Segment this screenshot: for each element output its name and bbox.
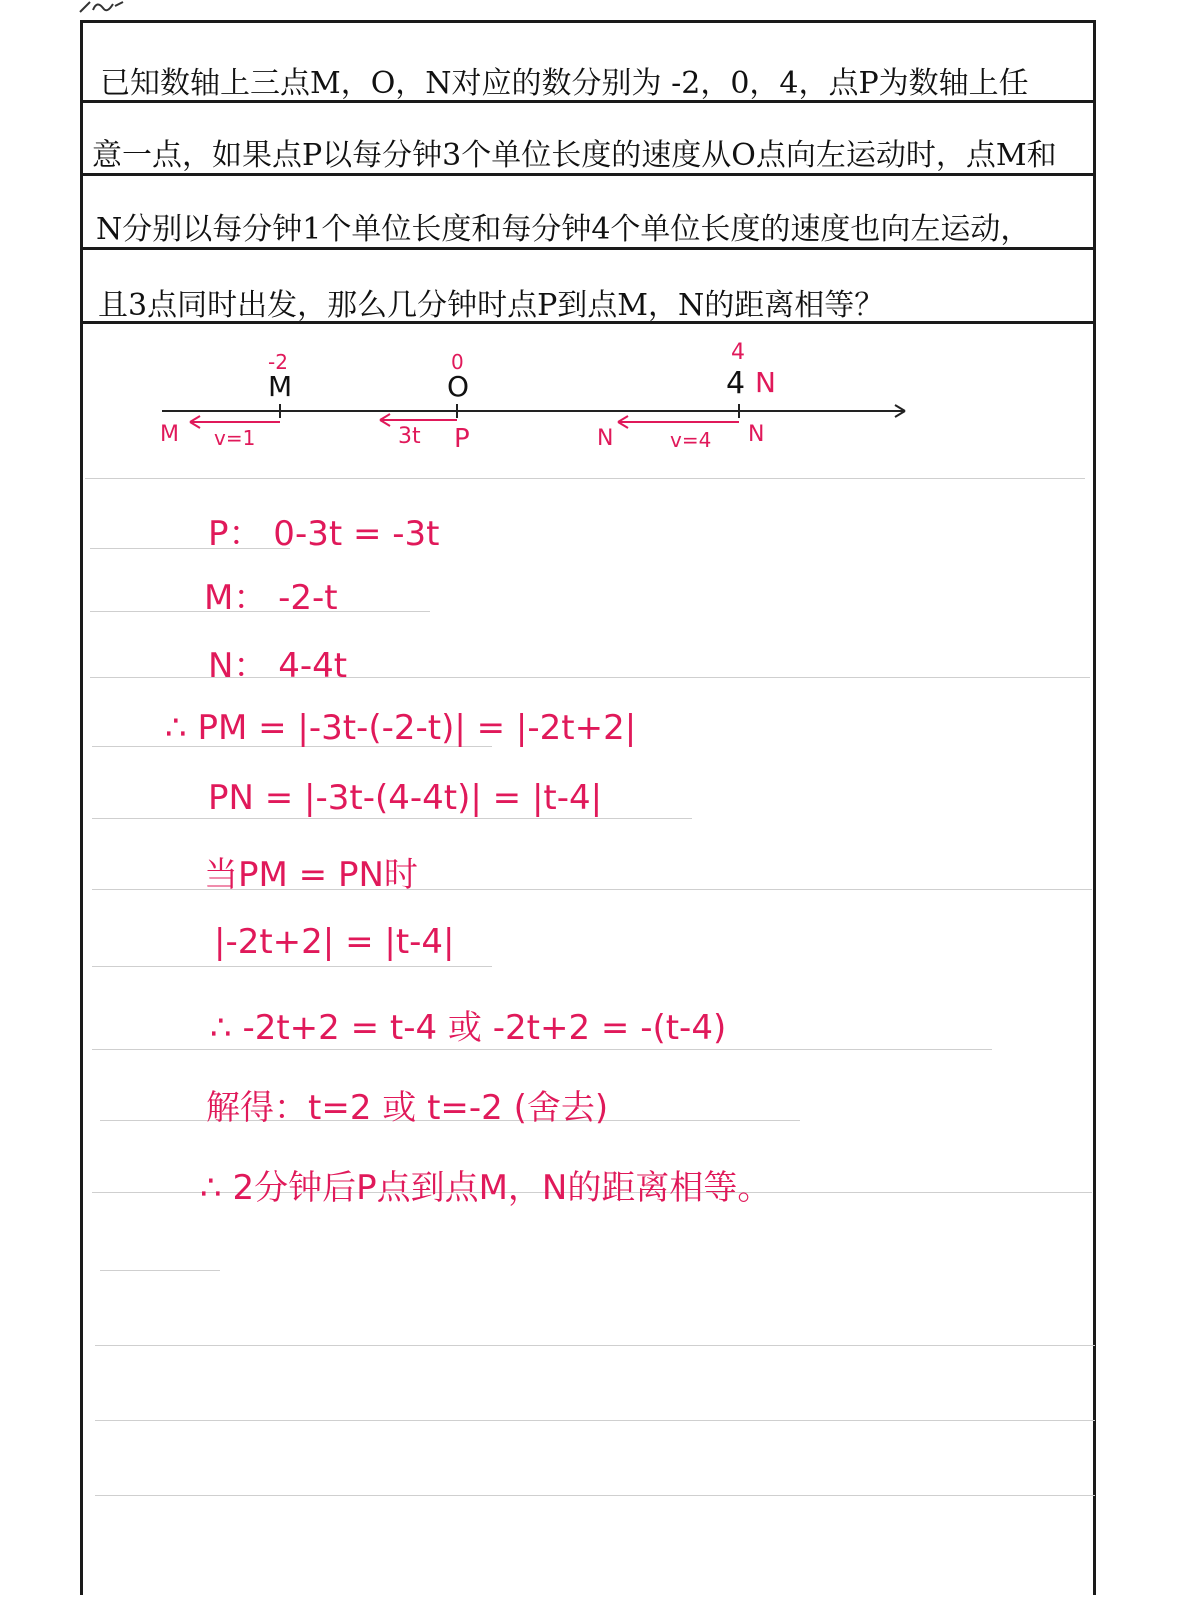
problem-line-3: N分别以每分钟1个单位长度和每分钟4个单位长度的速度也向左运动，	[96, 212, 1031, 247]
speed-label-m: v=1	[214, 426, 256, 450]
solution-line-10: ∴ 2分钟后P点到点M，N的距离相等。	[200, 1168, 772, 1208]
solution-line-8: ∴ -2t+2 = t-4 或 -2t+2 = -(t-4)	[210, 1008, 727, 1048]
moved-label-m: M	[160, 422, 179, 447]
ruled-line-faint	[95, 1420, 1095, 1421]
ruled-line-faint	[100, 1270, 220, 1271]
solution-line-7: |-2t+2| = |t-4|	[214, 922, 455, 962]
solution-line-5: PN = |-3t-(4-4t)| = |t-4|	[208, 778, 603, 818]
start-label-n: N	[748, 422, 765, 447]
solution-line-4: ∴ PM = |-3t-(-2-t)| = |-2t+2|	[165, 708, 637, 748]
solution-line-9: 解得：t=2 或 t=-2 (舍去)	[206, 1088, 609, 1128]
point-label-o: O	[447, 370, 470, 403]
moved-label-n: N	[597, 426, 614, 451]
ruled-line-faint	[92, 818, 692, 819]
problem-line-4: 且3点同时出发，那么几分钟时点P到点M，N的距离相等？	[98, 288, 885, 323]
solution-line-2: M： -2-t	[204, 578, 338, 618]
ruled-line-faint	[92, 1049, 992, 1050]
ruled-line-faint	[95, 1345, 1095, 1346]
speed-label-p: 3t	[398, 424, 421, 449]
problem-line-2: 意一点，如果点P以每分钟3个单位长度的速度从O点向左运动时，点M和	[92, 138, 1057, 173]
solution-line-3: N： 4-4t	[208, 646, 348, 686]
point-label-m: M	[268, 370, 293, 403]
problem-line-1: 已知数轴上三点M，O，N对应的数分别为 -2，0，4，点P为数轴上任	[100, 66, 1029, 101]
ruled-line-faint	[85, 478, 1085, 479]
solution-line-1: P： 0-3t = -3t	[208, 514, 440, 554]
speed-label-n: v=4	[670, 428, 712, 452]
value-label-o: 0	[451, 350, 464, 374]
value-label-n: 4	[731, 340, 745, 365]
ruled-line-faint	[92, 966, 492, 967]
point-label-n-extra: N	[755, 366, 776, 399]
ruled-line-faint	[95, 1495, 1095, 1496]
solution-line-6: 当PM = PN时	[204, 855, 418, 895]
point-label-n: 4	[726, 366, 746, 401]
point-label-p: P	[454, 424, 470, 454]
number-line-svg	[0, 0, 1199, 480]
value-label-m: -2	[268, 350, 288, 374]
